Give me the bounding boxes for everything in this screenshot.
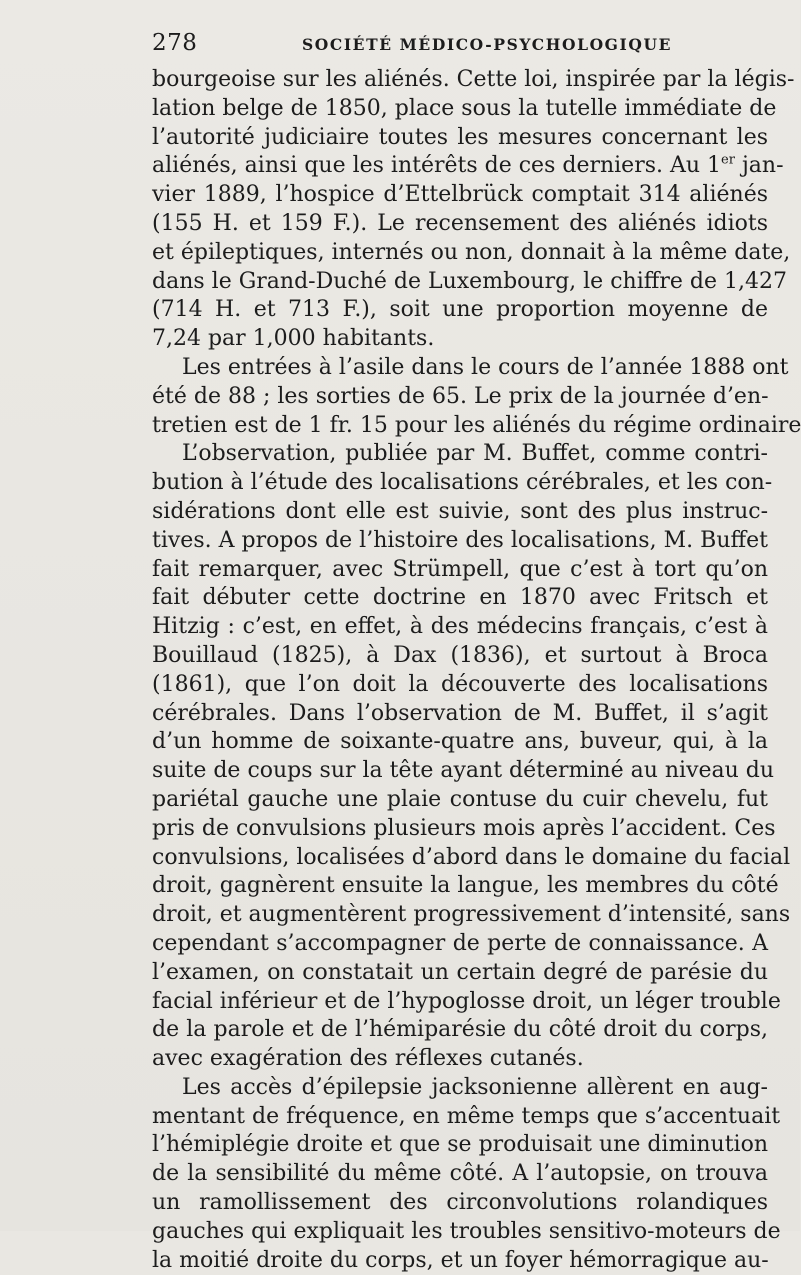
text-line: cependant s’accompagner de perte de connaissance. A bbox=[152, 930, 768, 956]
paragraph-start-line: Les accès d’épilepsie jacksonienne allèrent en aug- bbox=[182, 1074, 768, 1100]
text-line: cérébrales. Dans l’observation de M. Buffet, il s’agit bbox=[152, 700, 768, 726]
text-line: Hitzig : c’est, en effet, à des médecins français, c’est à bbox=[152, 614, 768, 640]
text-line: droit, et augmentèrent progressivement d’intensité, sans bbox=[152, 902, 791, 928]
paragraph-end-line: 7,24 par 1,000 habitants. bbox=[152, 326, 435, 352]
page-header bbox=[152, 30, 764, 62]
text-line: tives. A propos de l’histoire des localisations, M. Buffet bbox=[152, 527, 768, 553]
text-line: l’hémiplégie droite et que se produisait une diminution bbox=[152, 1132, 768, 1158]
text-line: bution à l’étude des localisations cérébrales, et les con- bbox=[152, 470, 773, 496]
text-line: facial inférieur et de l’hypoglosse droit, un léger trouble bbox=[152, 988, 781, 1014]
text-line: et épileptiques, internés ou non, donnait à la même date, bbox=[152, 239, 791, 265]
text-line: convulsions, localisées d’abord dans le domaine du facial bbox=[152, 844, 791, 870]
paragraph-end-line: avec exagération des réflexes cutanés. bbox=[152, 1046, 584, 1072]
text-line: d’un homme de soixante-quatre ans, buveur, qui, à la bbox=[152, 729, 768, 755]
text-line: fait remarquer, avec Strümpell, que c’est à tort qu’on bbox=[152, 556, 768, 582]
text-line: un ramollissement des circonvolutions rolandiques bbox=[152, 1190, 768, 1216]
text-line: l’autorité judiciaire toutes les mesures concernant les bbox=[152, 124, 768, 150]
text-line: droit, gagnèrent ensuite la langue, les membres du côté bbox=[152, 873, 779, 899]
paragraph-start-line: Les entrées à l’asile dans le cours de l’année 1888 ont bbox=[182, 354, 789, 380]
text-line: de la sensibilité du même côté. A l’autopsie, on trouva bbox=[152, 1161, 768, 1187]
text-line: l’examen, on constatait un certain degré de parésie du bbox=[152, 959, 768, 985]
text-line: pariétal gauche une plaie contuse du cuir chevelu, fut bbox=[152, 786, 768, 812]
text-line: la moitié droite du corps, et un foyer hémorragique au- bbox=[152, 1247, 769, 1273]
running-head: SOCIÉTÉ MÉDICO-PSYCHOLOGIQUE bbox=[302, 35, 672, 54]
text-line: aliénés, ainsi que les intérêts de ces derniers. Au 1er jan- bbox=[152, 153, 784, 179]
text-line: sidérations dont elle est suivie, sont des plus instruc- bbox=[152, 498, 768, 524]
text-line: de la parole et de l’hémiparésie du côté droit du corps, bbox=[152, 1017, 768, 1043]
text-line: vier 1889, l’hospice d’Ettelbrück comptait 314 aliénés bbox=[152, 182, 768, 208]
text-line: été de 88 ; les sorties de 65. Le prix de la journée d’en- bbox=[152, 383, 769, 409]
text-line: (1861), que l’on doit la découverte des localisations bbox=[152, 671, 768, 697]
text-line: dans le Grand-Duché de Luxembourg, le chiffre de 1,427 bbox=[152, 268, 787, 294]
text-line: lation belge de 1850, place sous la tutelle immédiate de bbox=[152, 95, 777, 121]
text-line: suite de coups sur la tête ayant déterminé au niveau du bbox=[152, 758, 775, 784]
text-line: gauches qui expliquait les troubles sensitivo-moteurs de bbox=[152, 1218, 781, 1244]
text-line: fait débuter cette doctrine en 1870 avec Fritsch et bbox=[152, 585, 768, 611]
page-number: 278 bbox=[152, 30, 198, 56]
paragraph-end-line: tretien est de 1 fr. 15 pour les aliénés du régime ordinaire bbox=[152, 412, 801, 438]
text-line: (155 H. et 159 F.). Le recensement des aliénés idiots bbox=[152, 210, 768, 236]
text-line: pris de convulsions plusieurs mois après l’accident. Ces bbox=[152, 815, 776, 841]
superscript-er: er bbox=[721, 153, 735, 169]
body-text bbox=[152, 66, 801, 1275]
text-line: bourgeoise sur les aliénés. Cette loi, inspirée par la légis- bbox=[152, 67, 795, 92]
text-line: Bouillaud (1825), à Dax (1836), et surtout à Broca bbox=[152, 642, 768, 668]
text-line: mentant de fréquence, en même temps que s’accentuait bbox=[152, 1103, 781, 1129]
text-line: (714 H. et 713 F.), soit une proportion moyenne de bbox=[152, 297, 768, 323]
paragraph-start-line: L’observation, publiée par M. Buffet, comme contri- bbox=[182, 441, 768, 467]
